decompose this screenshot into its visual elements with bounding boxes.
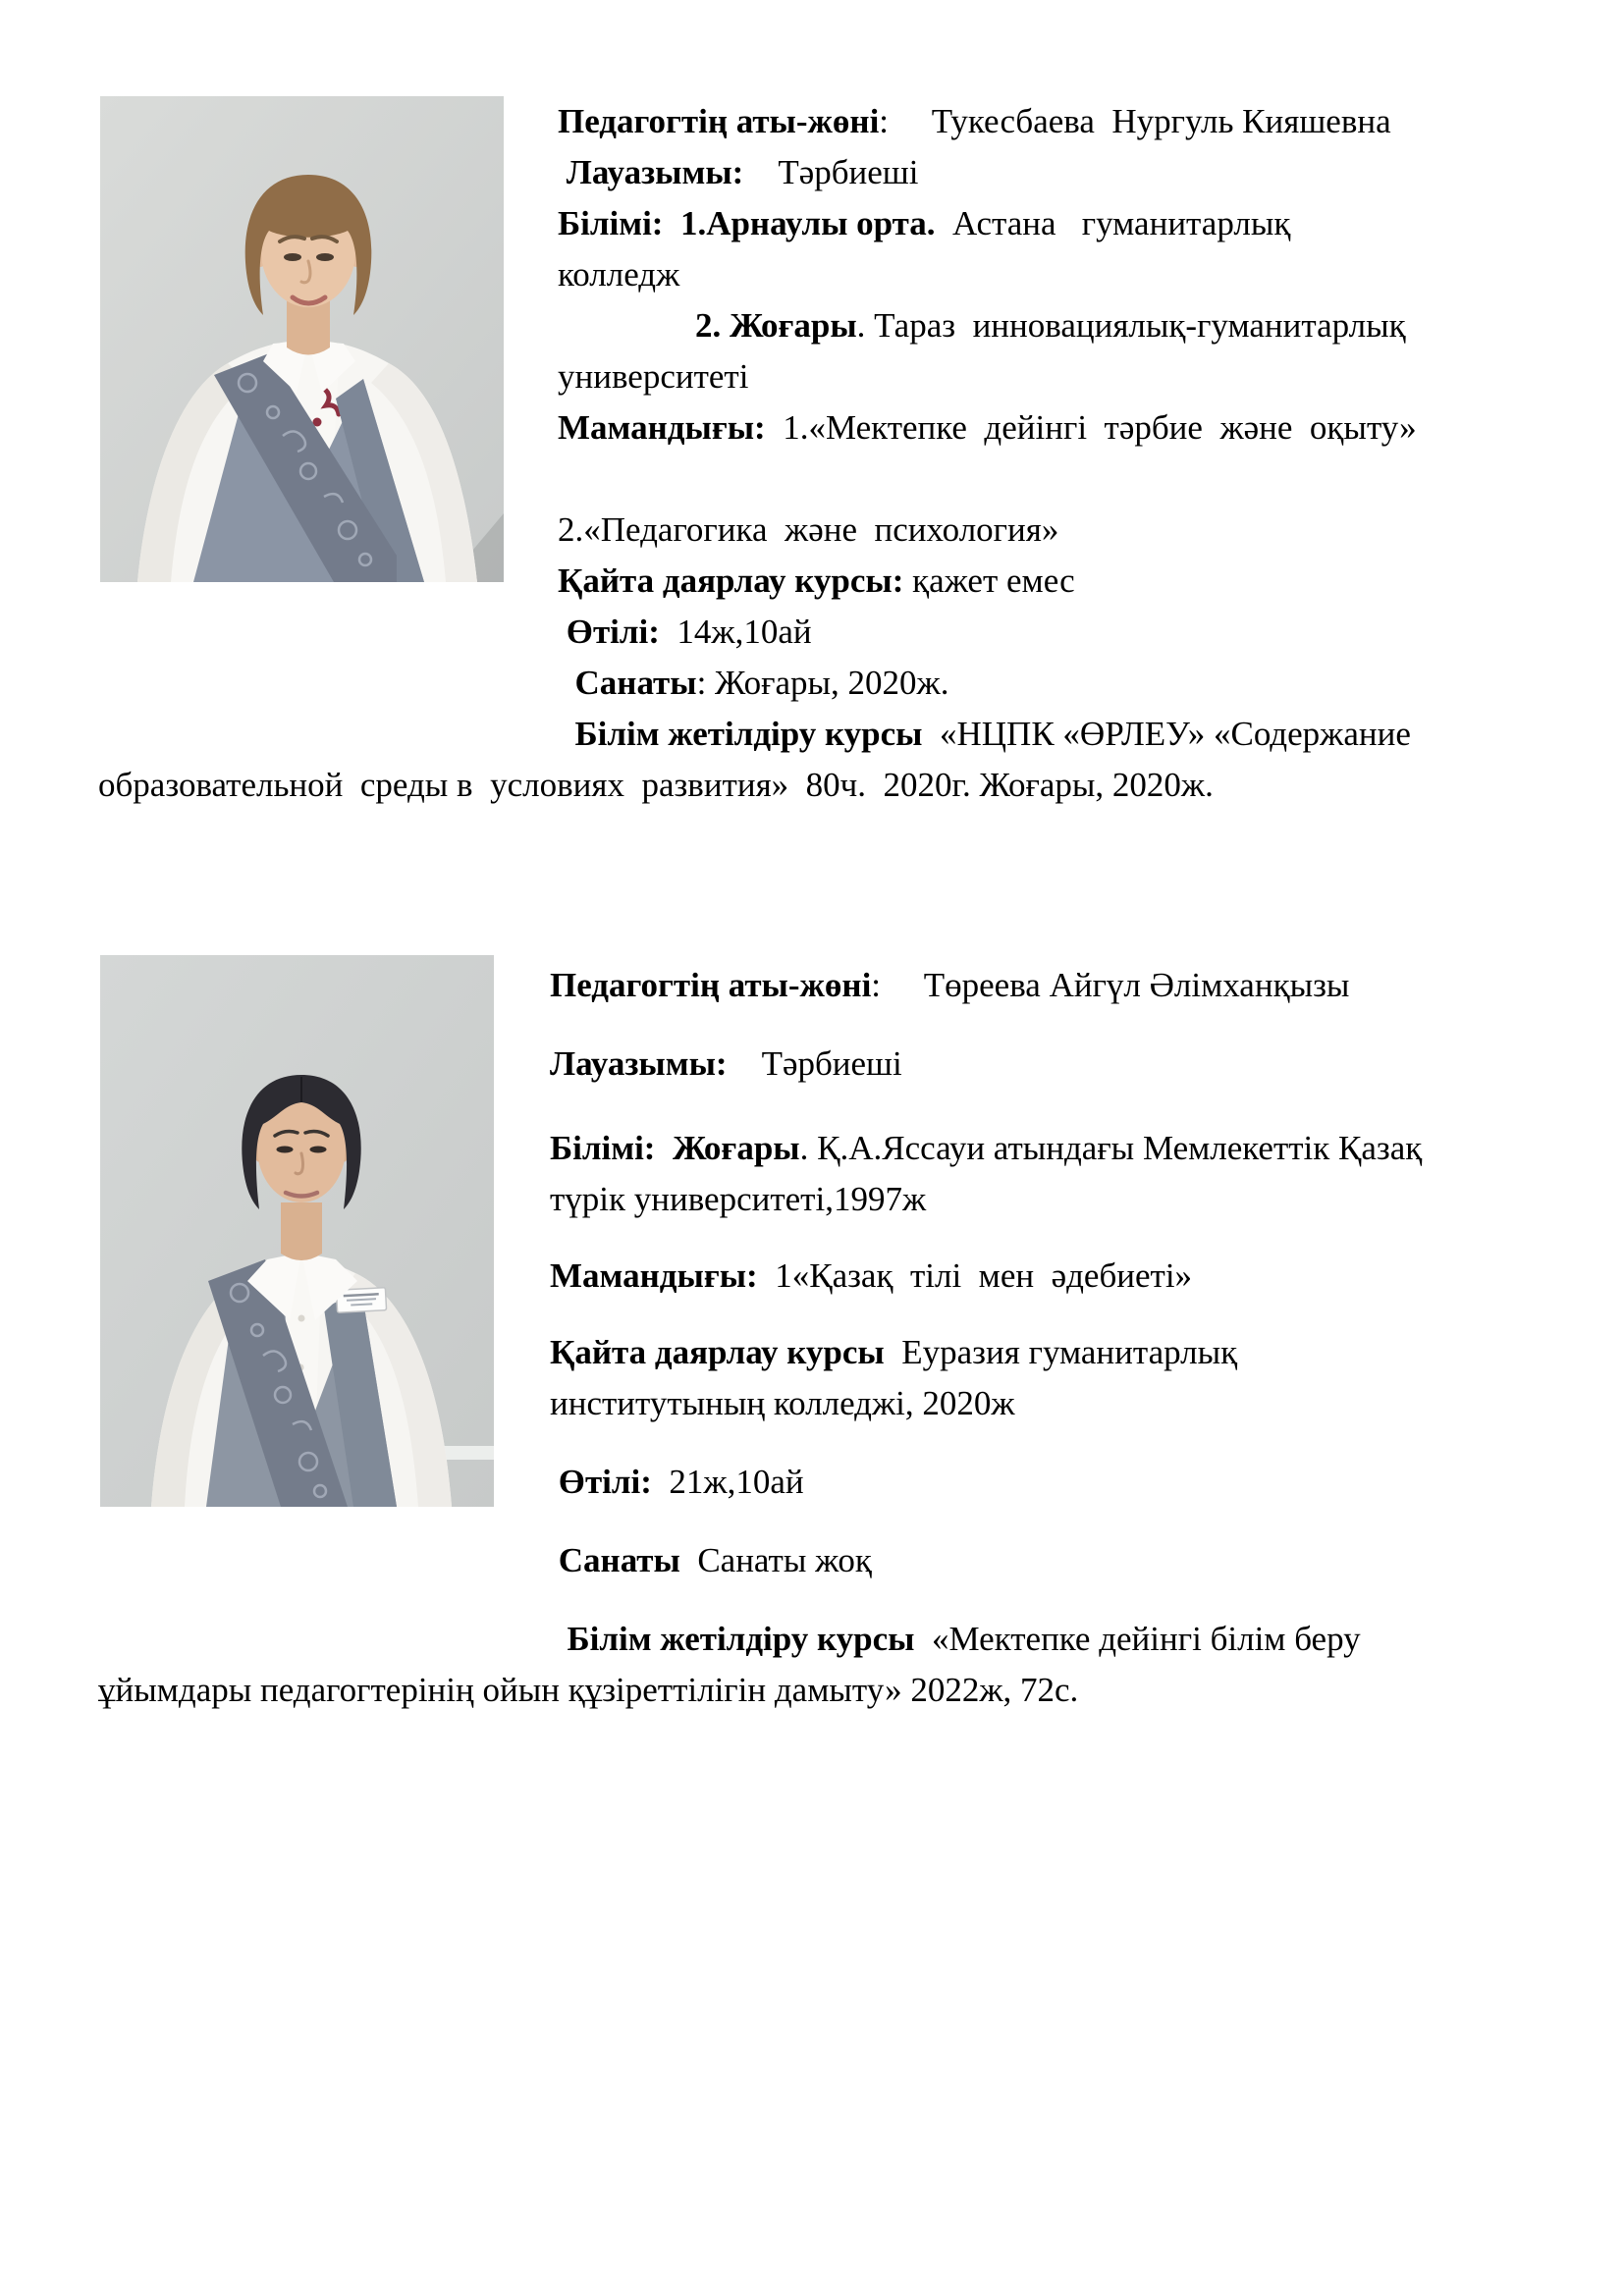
line-education-2-cont <box>558 351 1526 402</box>
line-experience <box>558 607 1526 658</box>
field-label: Лауазымы: <box>566 153 744 191</box>
field-label: Білім жетілдіру курсы <box>567 1620 915 1658</box>
line-blank <box>558 454 1526 505</box>
profile-2-text <box>98 960 1526 1716</box>
field-label: Санаты <box>558 1541 680 1579</box>
profile-1-text <box>98 96 1526 811</box>
field-pre <box>558 715 575 753</box>
field-label: Педагогтің аты-жөні <box>550 966 872 1004</box>
field-value: колледж <box>558 255 680 294</box>
field-value: . Қ.А.Яссауи атындағы Мемлекеттік Қазақ <box>799 1129 1423 1167</box>
line-specialty <box>558 402 1526 454</box>
teacher-photo-2 <box>100 955 494 1507</box>
line-training-cont <box>98 1665 1526 1716</box>
field-value: : Тукесбаева Нургуль Кияшевна <box>879 102 1391 140</box>
field-label: Білімі: Жоғары <box>550 1129 800 1167</box>
line-teacher-name <box>550 960 1526 1011</box>
line-education <box>550 1123 1526 1174</box>
field-pre <box>558 664 575 702</box>
field-value: «Мектепке дейінгі білім беру <box>914 1620 1361 1658</box>
field-value: ұйымдары педагогтерінің ойын құзіреттілігін дамыту» 2022ж, 72с. <box>98 1671 1079 1709</box>
line-category <box>558 658 1526 709</box>
line-retraining <box>550 1327 1526 1378</box>
line-education <box>558 198 1526 249</box>
field-value: түрік университеті,1997ж <box>550 1180 927 1218</box>
field-value: Санаты жоқ <box>679 1541 872 1579</box>
field-pre <box>550 1620 568 1658</box>
line-teacher-name <box>558 96 1526 147</box>
field-value: 14ж,10ай <box>659 613 812 651</box>
line-specialty <box>550 1251 1526 1302</box>
field-value: Астана гуманитарлық <box>935 204 1291 242</box>
field-label: Өтілі: <box>566 613 660 651</box>
field-value: 21ж,10ай <box>651 1463 804 1501</box>
line-retraining-cont <box>550 1378 1526 1429</box>
field-label: Мамандығы: <box>558 408 766 447</box>
field-value: Тәрбиеші <box>743 153 919 191</box>
line-training-cont <box>98 760 1526 811</box>
field-value: университеті <box>558 357 749 396</box>
line-training <box>550 1614 1526 1665</box>
teacher-photo-1 <box>100 96 504 582</box>
field-value: 1.«Мектепке дейінгі тәрбие және оқыту» <box>765 408 1417 447</box>
field-label: Лауазымы: <box>550 1044 728 1083</box>
field-value: 2.«Педагогика және психология» <box>558 510 1059 549</box>
field-pre <box>558 153 567 191</box>
field-value: «НЦПК «ӨРЛЕУ» «Содержание <box>922 715 1411 753</box>
field-label: Өтілі: <box>558 1463 652 1501</box>
line-position <box>558 147 1526 198</box>
field-pre <box>558 613 567 651</box>
field-value: образовательной среды в условиях развития» 80ч. 2020г. Жоғары, 2020ж. <box>98 766 1214 804</box>
field-pre <box>550 1463 559 1501</box>
field-value: институтының колледжі, 2020ж <box>550 1384 1015 1422</box>
field-value: қажет емес <box>903 561 1075 600</box>
field-label: Санаты <box>574 664 697 702</box>
field-label: 2. Жоғары <box>695 306 857 345</box>
field-value: : Төреева Айгүл Әлімханқызы <box>871 966 1350 1004</box>
field-label: Білім жетілдіру курсы <box>574 715 923 753</box>
field-label: Мамандығы: <box>550 1256 758 1295</box>
line-position <box>550 1039 1526 1090</box>
field-value: Еуразия гуманитарлық <box>884 1333 1238 1371</box>
line-education-cont <box>550 1174 1526 1225</box>
field-value: . Тараз инновациялық-гуманитарлық <box>856 306 1406 345</box>
field-value: : Жоғары, 2020ж. <box>696 664 949 702</box>
field-label: Педагогтің аты-жөні <box>558 102 880 140</box>
line-education-cont <box>558 249 1526 300</box>
field-label: Қайта даярлау курсы: <box>558 561 904 600</box>
field-value: 1«Қазақ тілі мен әдебиеті» <box>757 1256 1193 1295</box>
line-retraining <box>558 556 1526 607</box>
field-pre <box>558 306 695 345</box>
field-label: Білімі: 1.Арнаулы орта. <box>558 204 936 242</box>
field-value: Тәрбиеші <box>727 1044 902 1083</box>
field-label: Қайта даярлау курсы <box>550 1333 885 1371</box>
line-category <box>550 1535 1526 1586</box>
line-experience <box>550 1457 1526 1508</box>
line-specialty-2 <box>558 505 1526 556</box>
field-pre <box>550 1541 559 1579</box>
line-education-2 <box>558 300 1526 351</box>
line-training <box>558 709 1526 760</box>
